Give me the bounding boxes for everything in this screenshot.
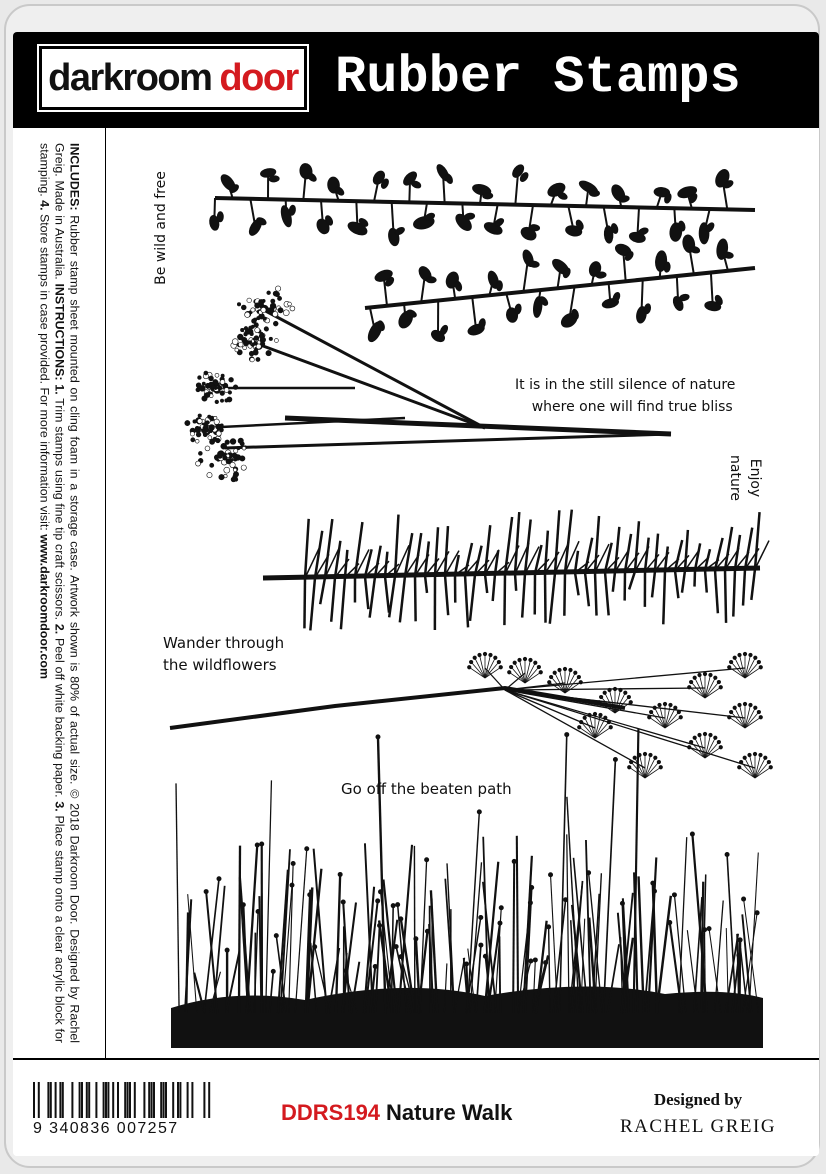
stamp-artwork: [105, 128, 819, 1058]
step-3-num: 3.: [52, 801, 67, 812]
quote-wander: [163, 632, 284, 676]
step-4-num: 4.: [37, 200, 52, 211]
quote-silence-line-2: where one will find true bliss: [531, 399, 733, 415]
designer-name: RACHEL GREIG: [619, 1116, 777, 1137]
designed-by-label: Designed by: [653, 1090, 743, 1109]
quote-enjoy-line-2: nature: [727, 455, 743, 501]
stamp-case: [4, 4, 820, 1168]
stamp-illustrations: [105, 128, 819, 1058]
step-3-text: Place stamp onto a clear acrylic block for stamping.: [37, 143, 67, 1043]
product-card: [13, 32, 819, 1156]
product-code: DDRS194: [281, 1100, 381, 1125]
includes-label: INCLUDES:: [67, 143, 82, 211]
grass-meadow-stamp: [171, 729, 763, 1048]
quote-wander-line-2: the wildflowers: [163, 656, 277, 674]
barcode: [33, 1082, 233, 1122]
instructions-label: INSTRUCTIONS: 1.: [52, 283, 67, 395]
product-id: [281, 1100, 512, 1126]
quote-wild-and-free: [150, 171, 172, 285]
website-link: www.darkroomdoor.com: [37, 534, 52, 679]
quote-enjoy-nature: [725, 455, 765, 501]
designer-credit: [603, 1090, 793, 1138]
step-1-text: Trim stamps using fine tip craft scissors.: [52, 394, 67, 624]
quote-still-silence: [515, 374, 735, 418]
brand-logo-dark: darkroom: [48, 56, 212, 99]
info-text: [37, 143, 82, 1043]
info-sidebar: [13, 128, 106, 1058]
step-4-text: Store stamps in case provided. For more information visit:: [37, 210, 52, 535]
thistle-branch-stamp: [263, 510, 769, 631]
quote-silence-line-1: It is in the still silence of nature: [515, 377, 736, 393]
quote-enjoy-line-1: Enjoy: [747, 458, 763, 498]
product-line-title: Rubber Stamps: [335, 48, 741, 107]
footer-bar: [13, 1058, 819, 1156]
step-2-text: Peel off white backing paper.: [52, 634, 67, 802]
quote-beaten-path: [341, 778, 512, 800]
barcode-number: 9 340836 007257: [33, 1120, 179, 1137]
quote-wild-text: Be wild and free: [153, 171, 169, 285]
step-2-num: 2.: [52, 623, 67, 635]
leafy-branch-stamp-2: [365, 234, 755, 344]
product-name: Nature Walk: [386, 1100, 513, 1125]
brand-logo: [39, 46, 307, 110]
leafy-branch-stamp-1: [209, 163, 755, 247]
includes-text: Rubber stamp sheet mounted on cling foam in a storage case. Artwork shown is 80% of actual size. © 2018 Darkroom Door. Designed by Rachel Greig. Made in Australia.: [52, 143, 82, 1043]
quote-wander-line-1: Wander through: [163, 634, 285, 652]
header-bar: [13, 32, 819, 128]
brand-logo-door: door: [219, 56, 298, 99]
quote-path-text: Go off the beaten path: [341, 780, 512, 798]
